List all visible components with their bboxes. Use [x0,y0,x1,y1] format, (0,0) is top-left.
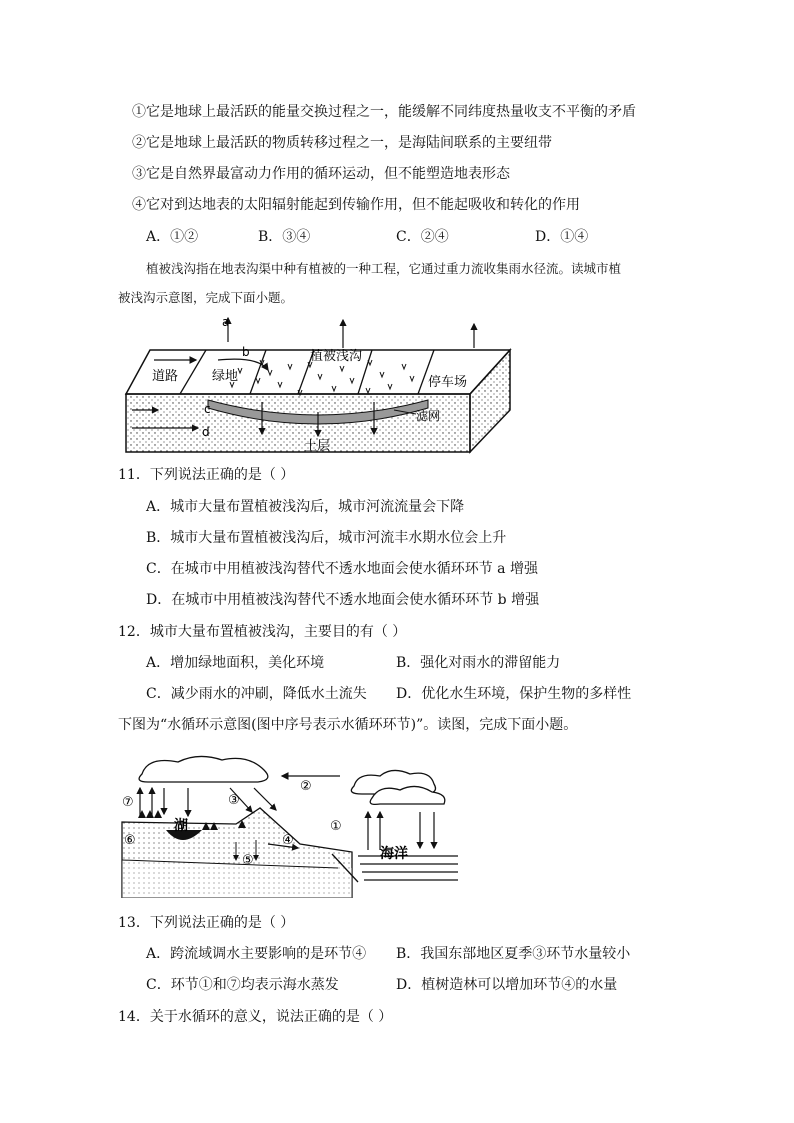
intro-option-1: ①它是地球上最活跃的能量交换过程之一，能缓解不同纬度热量收支不平衡的矛盾 [132,104,636,120]
fig1-label-soil: 土层 [304,439,331,454]
fig2-label-5: ⑤ [242,853,254,868]
fig1-label-d: d [202,425,210,439]
q11-option-a: A．城市大量布置植被浅沟后，城市河流流量会下降 [146,499,465,515]
fig2-label-ocean: 海洋 [380,846,408,862]
q12-option-b: B．强化对雨水的滞留能力 [396,655,561,671]
q13-stem: 13．下列说法正确的是（ ） [118,915,295,931]
fig1-label-c: c [204,402,211,416]
fig2-label-7: ⑦ [122,795,134,810]
passage1-line2: 被浅沟示意图，完成下面小题。 [118,290,294,305]
fig2-label-3: ③ [228,793,240,808]
q13-option-b: B．我国东部地区夏季③环节水量较小 [396,946,631,962]
q12-option-c: C．减少雨水的冲刷，降低水土流失 [146,686,367,702]
q11-option-b: B．城市大量布置植被浅沟后，城市河流丰水期水位会上升 [146,530,507,546]
intro-option-2: ②它是地球上最活跃的物质转移过程之一，是海陆间联系的主要纽带 [132,135,552,151]
fig2-label-6: ⑥ [124,833,136,848]
fig1-label-road: 道路 [152,369,179,384]
q12-stem: 12．城市大量布置植被浅沟，主要目的有（ ） [118,624,407,640]
q13-option-a: A．跨流域调水主要影响的是环节④ [146,946,367,962]
q11-option-d: D．在城市中用植被浅沟替代不透水地面会使水循环环节 b 增强 [146,592,540,608]
fig2-label-4: ④ [282,833,294,848]
intro-choice-a: A．①② [146,229,199,245]
fig1-label-filter: 滤网 [416,409,441,423]
fig1-label-a: a [222,315,230,329]
fig2-label-lake: 湖 [174,818,188,834]
q12-option-d: D．优化水生环境，保护生物的多样性 [396,686,632,702]
q14-stem: 14．关于水循环的意义，说法正确的是（ ） [118,1009,393,1025]
fig1-label-green: 绿地 [212,369,239,384]
intro-choice-b: B．③④ [258,229,311,245]
q13-option-c: C．环节①和⑦均表示海水蒸发 [146,977,339,993]
intro-choice-c: C．②④ [396,229,449,245]
swale-diagram [118,312,513,460]
intro-option-3: ③它是自然界最富动力作用的循环运动，但不能塑造地表形态 [132,166,510,182]
q13-option-d: D．植树造林可以增加环节④的水量 [396,977,618,993]
intro-option-4: ④它对到达地表的太阳辐射能起到传输作用，但不能起吸收和转化的作用 [132,197,580,213]
passage1-line1: 植被浅沟指在地表沟渠中种有植被的一种工程，它通过重力流收集雨水径流。读城市植 [146,261,622,276]
passage2: 下图为“水循环示意图(图中序号表示水循环环节)”。读图，完成下面小题。 [118,717,578,733]
fig1-label-b: b [242,345,250,359]
q11-stem: 11．下列说法正确的是（ ） [118,467,295,483]
fig2-label-1: ① [330,819,342,834]
intro-choice-d: D．①④ [535,229,589,245]
fig1-label-parking: 停车场 [428,375,468,390]
q12-option-a: A．增加绿地面积，美化环境 [146,655,325,671]
q11-option-c: C．在城市中用植被浅沟替代不透水地面会使水循环环节 a 增强 [146,561,538,577]
fig1-label-swale: 植被浅沟 [310,349,363,364]
water-cycle-diagram [118,752,463,898]
fig2-label-2: ② [300,779,312,794]
